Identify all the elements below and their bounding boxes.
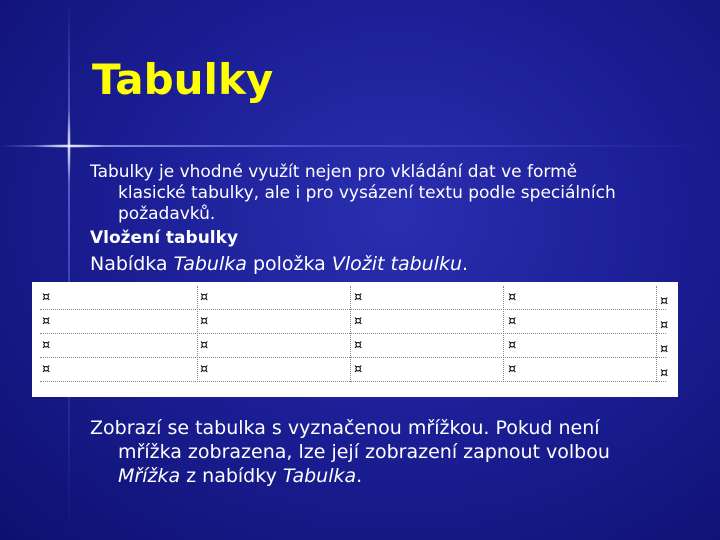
table-row bbox=[32, 358, 678, 382]
decoration-vertical-line bbox=[68, 0, 70, 540]
intro-line-2: klasické tabulky, ale i pro vysázení textu podle speciálních bbox=[118, 183, 616, 203]
cell-end-mark: ¤ bbox=[42, 362, 51, 377]
closing-line-3 bbox=[90, 464, 700, 488]
cell-end-mark: ¤ bbox=[508, 290, 517, 305]
decoration-horizontal-line bbox=[0, 145, 720, 147]
cell-end-mark: ¤ bbox=[354, 362, 363, 377]
cell-end-mark: ¤ bbox=[508, 338, 517, 353]
cell-end-mark: ¤ bbox=[200, 314, 209, 329]
table-row bbox=[32, 334, 678, 358]
cell-end-mark: ¤ bbox=[508, 314, 517, 329]
closing-paragraph bbox=[90, 416, 700, 488]
row-end-mark: ¤ bbox=[660, 366, 669, 381]
closing-line-3-middle: z nabídky bbox=[180, 465, 283, 487]
closing-line-3-end: . bbox=[356, 465, 363, 487]
cell-end-mark: ¤ bbox=[42, 314, 51, 329]
decoration-star-flare-v bbox=[67, 108, 71, 184]
intro-paragraph bbox=[90, 162, 690, 225]
cell-end-mark: ¤ bbox=[42, 290, 51, 305]
cell-end-mark: ¤ bbox=[354, 314, 363, 329]
row-end-mark: ¤ bbox=[660, 318, 669, 333]
table-menu-name: Tabulka bbox=[282, 465, 357, 487]
table-row bbox=[32, 310, 678, 334]
row-end-mark: ¤ bbox=[660, 342, 669, 357]
section-heading: Vložení tabulky bbox=[90, 228, 239, 248]
menu-name: Tabulka bbox=[173, 253, 247, 275]
cell-end-mark: ¤ bbox=[42, 338, 51, 353]
cell-end-mark: ¤ bbox=[200, 290, 209, 305]
menu-instruction-middle: položka bbox=[246, 253, 332, 275]
cell-end-mark: ¤ bbox=[508, 362, 517, 377]
closing-line-2: mřížka zobrazena, lze její zobrazení zapnout volbou bbox=[118, 441, 610, 463]
menu-item-name: Vložit tabulku bbox=[331, 253, 463, 275]
menu-instruction-suffix: . bbox=[462, 253, 469, 275]
menu-instruction-prefix: Nabídka bbox=[90, 253, 174, 275]
row-end-mark: ¤ bbox=[660, 294, 669, 309]
table-row bbox=[32, 286, 678, 310]
table-preview bbox=[32, 282, 678, 397]
cell-end-mark: ¤ bbox=[354, 338, 363, 353]
closing-line-1: Zobrazí se tabulka s vyznačenou mřížkou. Pokud není bbox=[90, 417, 600, 439]
slide-title: Tabulky bbox=[92, 55, 274, 104]
cell-end-mark: ¤ bbox=[200, 338, 209, 353]
grid-option-name: Mřížka bbox=[118, 465, 181, 487]
intro-line-3: požadavků. bbox=[118, 204, 216, 224]
cell-end-mark: ¤ bbox=[354, 290, 363, 305]
menu-instruction bbox=[90, 254, 690, 275]
intro-line-1: Tabulky je vhodné využít nejen pro vkládání dat ve formě bbox=[90, 162, 578, 182]
cell-end-mark: ¤ bbox=[200, 362, 209, 377]
